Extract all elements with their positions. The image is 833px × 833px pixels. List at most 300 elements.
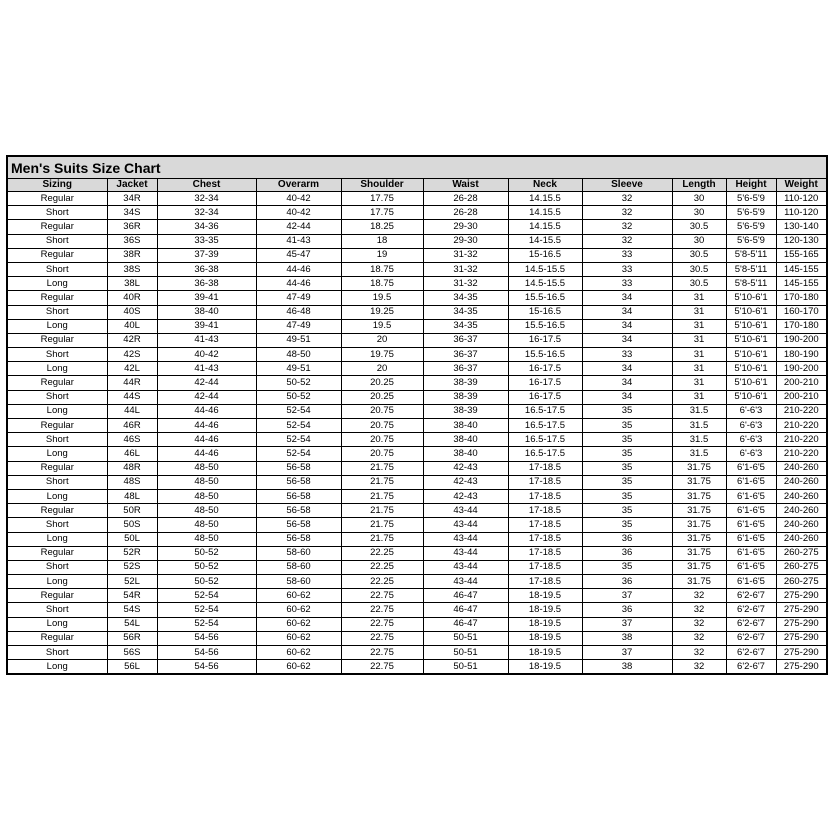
cell-sizing: Short [8, 560, 107, 574]
table-row [8, 404, 826, 418]
table-row [8, 603, 826, 617]
cell-jacket: 38S [107, 262, 157, 276]
cell-height: 5'10-6'1 [726, 333, 776, 347]
table-body [8, 192, 826, 674]
cell-overarm: 60-62 [256, 603, 341, 617]
table-row [8, 447, 826, 461]
cell-height: 5'10-6'1 [726, 390, 776, 404]
cell-shoulder: 21.75 [341, 489, 423, 503]
cell-waist: 31-32 [423, 262, 508, 276]
cell-height: 6'2-6'7 [726, 589, 776, 603]
cell-sleeve: 34 [582, 390, 672, 404]
cell-sizing: Regular [8, 589, 107, 603]
table-row [8, 305, 826, 319]
cell-jacket: 50R [107, 504, 157, 518]
cell-overarm: 56-58 [256, 504, 341, 518]
cell-overarm: 52-54 [256, 404, 341, 418]
cell-sizing: Short [8, 518, 107, 532]
cell-overarm: 40-42 [256, 206, 341, 220]
cell-sizing: Long [8, 617, 107, 631]
cell-shoulder: 20 [341, 362, 423, 376]
cell-neck: 18-19.5 [508, 660, 582, 674]
cell-length: 31.5 [672, 447, 726, 461]
cell-overarm: 49-51 [256, 362, 341, 376]
cell-jacket: 52R [107, 546, 157, 560]
cell-height: 5'10-6'1 [726, 305, 776, 319]
cell-chest: 40-42 [157, 348, 256, 362]
cell-weight: 240-260 [776, 475, 826, 489]
cell-overarm: 60-62 [256, 617, 341, 631]
cell-length: 31.75 [672, 546, 726, 560]
cell-weight: 260-275 [776, 560, 826, 574]
cell-length: 30.5 [672, 248, 726, 262]
cell-chest: 37-39 [157, 248, 256, 262]
cell-sizing: Long [8, 404, 107, 418]
cell-sleeve: 35 [582, 504, 672, 518]
cell-weight: 200-210 [776, 376, 826, 390]
cell-neck: 15.5-16.5 [508, 319, 582, 333]
cell-height: 6'-6'3 [726, 447, 776, 461]
table-row [8, 376, 826, 390]
cell-length: 31 [672, 348, 726, 362]
cell-neck: 16.5-17.5 [508, 419, 582, 433]
cell-shoulder: 20.75 [341, 404, 423, 418]
cell-length: 32 [672, 660, 726, 674]
cell-height: 5'10-6'1 [726, 376, 776, 390]
cell-sleeve: 34 [582, 291, 672, 305]
cell-chest: 54-56 [157, 660, 256, 674]
cell-weight: 190-200 [776, 333, 826, 347]
table-row [8, 518, 826, 532]
cell-sleeve: 32 [582, 192, 672, 206]
cell-sizing: Regular [8, 248, 107, 262]
table-row [8, 546, 826, 560]
cell-jacket: 48L [107, 489, 157, 503]
cell-sleeve: 37 [582, 617, 672, 631]
cell-shoulder: 20.25 [341, 390, 423, 404]
cell-length: 30.5 [672, 277, 726, 291]
cell-length: 31.75 [672, 461, 726, 475]
cell-sleeve: 34 [582, 333, 672, 347]
cell-overarm: 44-46 [256, 277, 341, 291]
cell-waist: 29-30 [423, 220, 508, 234]
cell-height: 5'10-6'1 [726, 319, 776, 333]
cell-chest: 32-34 [157, 206, 256, 220]
cell-jacket: 42S [107, 348, 157, 362]
cell-shoulder: 17.75 [341, 192, 423, 206]
cell-neck: 14.15.5 [508, 206, 582, 220]
cell-length: 32 [672, 617, 726, 631]
cell-height: 6'1-6'5 [726, 489, 776, 503]
cell-height: 5'10-6'1 [726, 291, 776, 305]
cell-jacket: 38R [107, 248, 157, 262]
cell-waist: 26-28 [423, 206, 508, 220]
cell-weight: 275-290 [776, 603, 826, 617]
cell-weight: 110-120 [776, 192, 826, 206]
table-row [8, 333, 826, 347]
cell-jacket: 54L [107, 617, 157, 631]
cell-sleeve: 34 [582, 305, 672, 319]
cell-shoulder: 22.75 [341, 603, 423, 617]
cell-jacket: 42L [107, 362, 157, 376]
table-row [8, 560, 826, 574]
cell-length: 30.5 [672, 262, 726, 276]
cell-weight: 260-275 [776, 546, 826, 560]
cell-sizing: Regular [8, 504, 107, 518]
cell-length: 30.5 [672, 220, 726, 234]
cell-waist: 46-47 [423, 589, 508, 603]
cell-length: 31 [672, 305, 726, 319]
cell-neck: 17-18.5 [508, 518, 582, 532]
cell-overarm: 52-54 [256, 433, 341, 447]
cell-sizing: Regular [8, 220, 107, 234]
cell-length: 31 [672, 333, 726, 347]
cell-length: 32 [672, 646, 726, 660]
cell-overarm: 60-62 [256, 589, 341, 603]
cell-sleeve: 37 [582, 589, 672, 603]
cell-overarm: 56-58 [256, 461, 341, 475]
cell-jacket: 46S [107, 433, 157, 447]
col-header-overarm: Overarm [256, 179, 341, 192]
cell-neck: 18-19.5 [508, 631, 582, 645]
header-row [8, 179, 826, 192]
cell-chest: 50-52 [157, 546, 256, 560]
cell-length: 32 [672, 631, 726, 645]
cell-chest: 48-50 [157, 504, 256, 518]
cell-height: 5'8-5'11 [726, 262, 776, 276]
cell-neck: 17-18.5 [508, 475, 582, 489]
cell-jacket: 50S [107, 518, 157, 532]
cell-sizing: Short [8, 433, 107, 447]
cell-height: 5'6-5'9 [726, 206, 776, 220]
cell-height: 6'2-6'7 [726, 646, 776, 660]
cell-overarm: 48-50 [256, 348, 341, 362]
table-row [8, 419, 826, 433]
cell-neck: 14-15.5 [508, 234, 582, 248]
cell-neck: 14.5-15.5 [508, 262, 582, 276]
cell-chest: 41-43 [157, 362, 256, 376]
table-row [8, 362, 826, 376]
cell-sleeve: 35 [582, 461, 672, 475]
cell-sizing: Long [8, 447, 107, 461]
cell-sleeve: 37 [582, 646, 672, 660]
cell-sleeve: 36 [582, 532, 672, 546]
table-row [8, 589, 826, 603]
cell-chest: 48-50 [157, 518, 256, 532]
cell-chest: 32-34 [157, 192, 256, 206]
cell-waist: 38-40 [423, 433, 508, 447]
cell-sizing: Regular [8, 461, 107, 475]
table-row [8, 192, 826, 206]
table-row [8, 631, 826, 645]
cell-sizing: Long [8, 575, 107, 589]
cell-jacket: 52S [107, 560, 157, 574]
cell-neck: 16.5-17.5 [508, 404, 582, 418]
cell-waist: 42-43 [423, 461, 508, 475]
cell-weight: 170-180 [776, 291, 826, 305]
cell-neck: 15-16.5 [508, 248, 582, 262]
cell-waist: 43-44 [423, 546, 508, 560]
table-row [8, 646, 826, 660]
cell-neck: 16-17.5 [508, 333, 582, 347]
cell-weight: 275-290 [776, 617, 826, 631]
cell-chest: 52-54 [157, 617, 256, 631]
cell-sizing: Regular [8, 333, 107, 347]
cell-length: 31 [672, 362, 726, 376]
cell-height: 5'6-5'9 [726, 220, 776, 234]
cell-length: 32 [672, 589, 726, 603]
cell-shoulder: 18.25 [341, 220, 423, 234]
cell-shoulder: 21.75 [341, 532, 423, 546]
cell-waist: 43-44 [423, 560, 508, 574]
cell-sleeve: 38 [582, 631, 672, 645]
cell-height: 5'10-6'1 [726, 362, 776, 376]
cell-shoulder: 21.75 [341, 504, 423, 518]
cell-sleeve: 32 [582, 220, 672, 234]
cell-shoulder: 18.75 [341, 277, 423, 291]
cell-waist: 43-44 [423, 575, 508, 589]
cell-overarm: 47-49 [256, 291, 341, 305]
cell-shoulder: 22.75 [341, 660, 423, 674]
cell-chest: 52-54 [157, 589, 256, 603]
cell-overarm: 40-42 [256, 192, 341, 206]
cell-sizing: Short [8, 305, 107, 319]
cell-height: 6'2-6'7 [726, 631, 776, 645]
col-header-sleeve: Sleeve [582, 179, 672, 192]
cell-sizing: Long [8, 532, 107, 546]
cell-shoulder: 20.75 [341, 447, 423, 461]
cell-weight: 190-200 [776, 362, 826, 376]
cell-overarm: 56-58 [256, 532, 341, 546]
cell-waist: 38-39 [423, 390, 508, 404]
col-header-waist: Waist [423, 179, 508, 192]
cell-height: 6'2-6'7 [726, 660, 776, 674]
cell-waist: 50-51 [423, 660, 508, 674]
cell-sizing: Short [8, 603, 107, 617]
cell-length: 31.75 [672, 489, 726, 503]
cell-chest: 50-52 [157, 560, 256, 574]
cell-waist: 34-35 [423, 291, 508, 305]
cell-jacket: 40S [107, 305, 157, 319]
cell-sizing: Regular [8, 192, 107, 206]
chart-title: Men's Suits Size Chart [8, 157, 826, 179]
cell-neck: 16-17.5 [508, 390, 582, 404]
cell-waist: 38-39 [423, 376, 508, 390]
table-row [8, 262, 826, 276]
cell-weight: 180-190 [776, 348, 826, 362]
cell-jacket: 50L [107, 532, 157, 546]
cell-jacket: 44S [107, 390, 157, 404]
cell-sleeve: 38 [582, 660, 672, 674]
cell-length: 30 [672, 206, 726, 220]
col-header-neck: Neck [508, 179, 582, 192]
cell-waist: 38-40 [423, 419, 508, 433]
cell-waist: 50-51 [423, 646, 508, 660]
cell-shoulder: 18.75 [341, 262, 423, 276]
cell-overarm: 45-47 [256, 248, 341, 262]
cell-shoulder: 21.75 [341, 461, 423, 475]
cell-waist: 43-44 [423, 504, 508, 518]
cell-shoulder: 17.75 [341, 206, 423, 220]
cell-sleeve: 35 [582, 475, 672, 489]
cell-overarm: 52-54 [256, 419, 341, 433]
cell-jacket: 40L [107, 319, 157, 333]
cell-shoulder: 22.75 [341, 646, 423, 660]
cell-sizing: Long [8, 489, 107, 503]
table-row [8, 319, 826, 333]
cell-waist: 36-37 [423, 362, 508, 376]
cell-overarm: 58-60 [256, 560, 341, 574]
cell-overarm: 41-43 [256, 234, 341, 248]
cell-jacket: 40R [107, 291, 157, 305]
cell-shoulder: 19.5 [341, 319, 423, 333]
cell-sleeve: 35 [582, 419, 672, 433]
cell-shoulder: 19.5 [341, 291, 423, 305]
cell-waist: 31-32 [423, 248, 508, 262]
cell-sleeve: 36 [582, 603, 672, 617]
cell-neck: 17-18.5 [508, 532, 582, 546]
table-row [8, 234, 826, 248]
cell-jacket: 54S [107, 603, 157, 617]
table-row [8, 475, 826, 489]
cell-chest: 48-50 [157, 475, 256, 489]
cell-height: 6'1-6'5 [726, 475, 776, 489]
cell-waist: 34-35 [423, 319, 508, 333]
size-chart [6, 155, 828, 675]
cell-chest: 42-44 [157, 376, 256, 390]
cell-sizing: Regular [8, 291, 107, 305]
cell-sizing: Short [8, 646, 107, 660]
cell-chest: 42-44 [157, 390, 256, 404]
cell-weight: 210-220 [776, 404, 826, 418]
cell-chest: 36-38 [157, 277, 256, 291]
cell-chest: 44-46 [157, 419, 256, 433]
cell-jacket: 36S [107, 234, 157, 248]
cell-neck: 18-19.5 [508, 603, 582, 617]
cell-length: 31.5 [672, 433, 726, 447]
cell-neck: 16-17.5 [508, 376, 582, 390]
table-row [8, 575, 826, 589]
cell-sleeve: 34 [582, 376, 672, 390]
table-row [8, 489, 826, 503]
cell-jacket: 38L [107, 277, 157, 291]
cell-height: 5'8-5'11 [726, 277, 776, 291]
cell-neck: 14.5-15.5 [508, 277, 582, 291]
col-header-shoulder: Shoulder [341, 179, 423, 192]
cell-waist: 34-35 [423, 305, 508, 319]
cell-jacket: 56S [107, 646, 157, 660]
cell-neck: 16.5-17.5 [508, 433, 582, 447]
cell-length: 31.5 [672, 419, 726, 433]
table-row [8, 248, 826, 262]
cell-jacket: 48S [107, 475, 157, 489]
cell-height: 6'1-6'5 [726, 504, 776, 518]
cell-shoulder: 19 [341, 248, 423, 262]
cell-weight: 200-210 [776, 390, 826, 404]
cell-weight: 240-260 [776, 489, 826, 503]
cell-jacket: 52L [107, 575, 157, 589]
cell-height: 6'1-6'5 [726, 560, 776, 574]
col-header-length: Length [672, 179, 726, 192]
col-header-height: Height [726, 179, 776, 192]
cell-shoulder: 20.75 [341, 419, 423, 433]
cell-overarm: 60-62 [256, 660, 341, 674]
cell-height: 6'1-6'5 [726, 532, 776, 546]
cell-shoulder: 21.75 [341, 475, 423, 489]
cell-weight: 145-155 [776, 277, 826, 291]
cell-overarm: 42-44 [256, 220, 341, 234]
cell-height: 6'1-6'5 [726, 546, 776, 560]
cell-sleeve: 33 [582, 248, 672, 262]
cell-chest: 48-50 [157, 461, 256, 475]
table-row [8, 532, 826, 546]
cell-jacket: 54R [107, 589, 157, 603]
cell-chest: 54-56 [157, 646, 256, 660]
cell-sleeve: 35 [582, 404, 672, 418]
cell-neck: 14.15.5 [508, 192, 582, 206]
cell-waist: 42-43 [423, 489, 508, 503]
cell-weight: 275-290 [776, 660, 826, 674]
cell-shoulder: 22.75 [341, 589, 423, 603]
cell-sizing: Regular [8, 546, 107, 560]
cell-neck: 17-18.5 [508, 504, 582, 518]
cell-jacket: 34R [107, 192, 157, 206]
cell-sizing: Regular [8, 419, 107, 433]
cell-jacket: 48R [107, 461, 157, 475]
cell-jacket: 44R [107, 376, 157, 390]
cell-weight: 240-260 [776, 532, 826, 546]
cell-overarm: 58-60 [256, 546, 341, 560]
cell-jacket: 36R [107, 220, 157, 234]
cell-height: 6'1-6'5 [726, 518, 776, 532]
cell-sleeve: 36 [582, 546, 672, 560]
cell-sleeve: 33 [582, 262, 672, 276]
cell-sizing: Short [8, 390, 107, 404]
cell-chest: 36-38 [157, 262, 256, 276]
cell-shoulder: 22.75 [341, 617, 423, 631]
cell-neck: 17-18.5 [508, 575, 582, 589]
cell-length: 31.5 [672, 404, 726, 418]
cell-neck: 17-18.5 [508, 560, 582, 574]
cell-weight: 240-260 [776, 504, 826, 518]
cell-length: 31 [672, 390, 726, 404]
table-row [8, 617, 826, 631]
cell-jacket: 46L [107, 447, 157, 461]
cell-shoulder: 20 [341, 333, 423, 347]
cell-overarm: 60-62 [256, 631, 341, 645]
table-row [8, 220, 826, 234]
cell-shoulder: 19.75 [341, 348, 423, 362]
cell-sleeve: 35 [582, 518, 672, 532]
cell-neck: 18-19.5 [508, 589, 582, 603]
cell-chest: 44-46 [157, 404, 256, 418]
cell-length: 31.75 [672, 475, 726, 489]
cell-waist: 38-40 [423, 447, 508, 461]
cell-sleeve: 32 [582, 206, 672, 220]
cell-jacket: 34S [107, 206, 157, 220]
cell-sizing: Regular [8, 376, 107, 390]
cell-shoulder: 20.25 [341, 376, 423, 390]
table-row [8, 277, 826, 291]
cell-chest: 54-56 [157, 631, 256, 645]
col-header-jacket: Jacket [107, 179, 157, 192]
cell-neck: 15-16.5 [508, 305, 582, 319]
cell-weight: 240-260 [776, 518, 826, 532]
cell-sizing: Long [8, 277, 107, 291]
cell-length: 31.75 [672, 575, 726, 589]
cell-jacket: 42R [107, 333, 157, 347]
cell-sleeve: 33 [582, 277, 672, 291]
